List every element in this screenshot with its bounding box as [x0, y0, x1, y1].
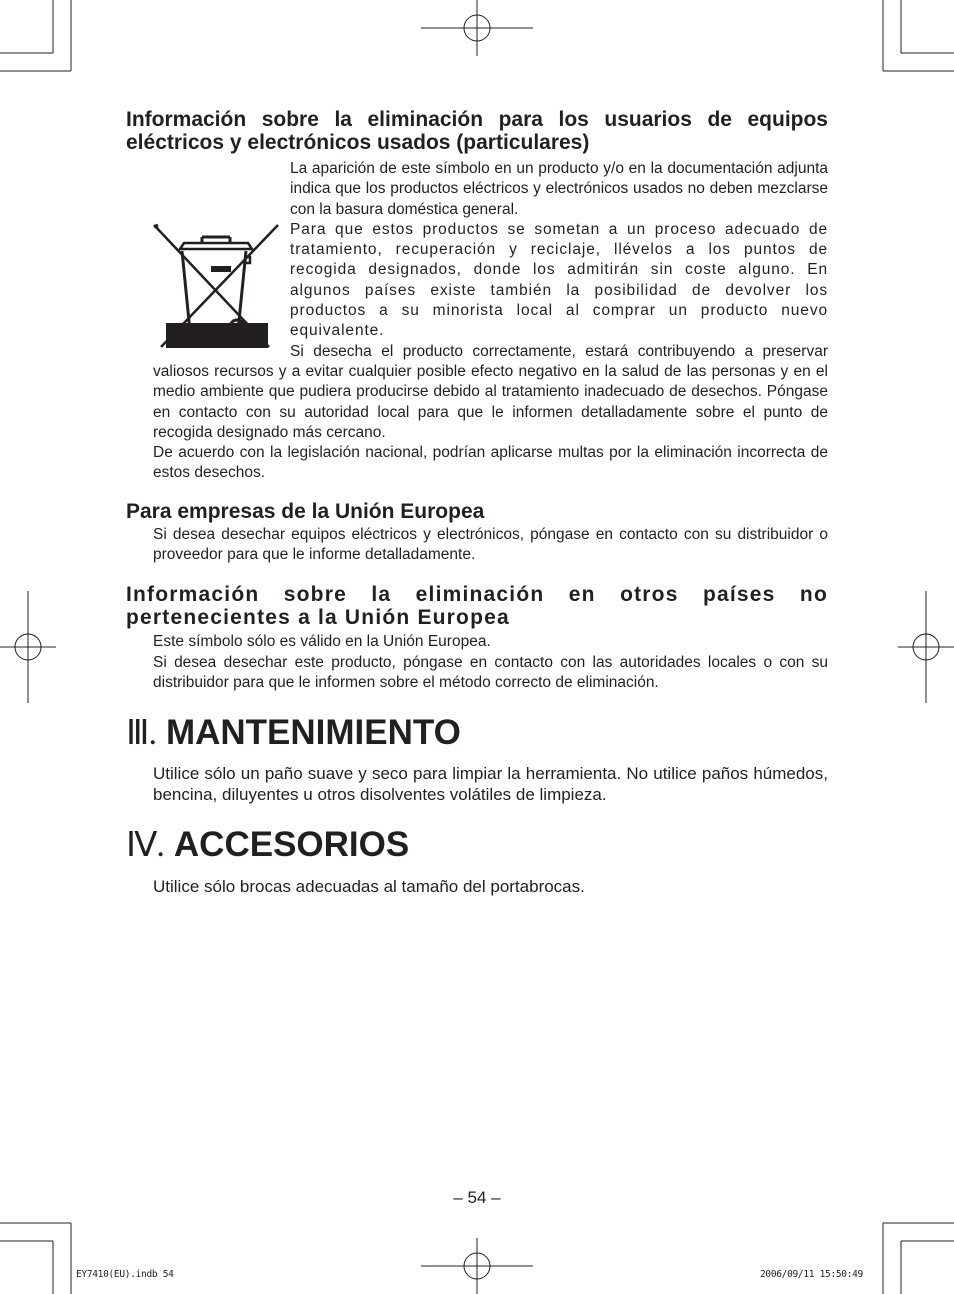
weee-text: [290, 159, 828, 342]
eu-business-paragraph: Si desea desechar equipos eléctricos y electrónicos, póngase en contacto con su distribuidor o proveedor para que le informe detalladamente.: [153, 525, 828, 564]
main-content: [126, 108, 828, 897]
accessories-number: Ⅳ.: [126, 827, 164, 865]
non-eu-heading: Información sobre la eliminación en otros países no pertenecientes a la Unión Europea: [126, 583, 828, 630]
eu-business-heading: Para empresas de la Unión Europea: [126, 499, 485, 523]
maintenance-paragraph: Utilice sólo un paño suave y seco para limpiar la herramienta. No utilice paños húmedos, bencina, diluyentes u otros disolventes volátiles de limpieza.: [153, 764, 828, 805]
weee-section: [126, 159, 828, 484]
footer-timestamp: 2006/09/11 15:50:49: [760, 1269, 863, 1280]
weee-paragraph-4: De acuerdo con la legislación nacional, podrían aplicarse multas por la eliminación incorrecta de estos desechos.: [153, 444, 828, 482]
accessories-paragraph: Utilice sólo brocas adecuadas al tamaño del portabrocas.: [153, 877, 585, 897]
maintenance-title: [126, 713, 828, 754]
accessories-title-text: ACCESORIOS: [173, 825, 410, 865]
maintenance-title-text: MANTENIMIENTO: [165, 713, 461, 753]
weee-paragraph-2: Para que estos productos se sometan a un proceso adecuado de tratamiento, recuperación y reciclaje, llévelos a los puntos de recogida designados, donde los admitirán sin coste alguno. En algunos países existe también la posibilidad de devolver los productos a su minorista local al comprar un producto nuevo equivalente.: [290, 220, 828, 340]
page-number: – 54 –: [453, 1188, 501, 1207]
crossed-out-wheelie-bin-icon: [126, 159, 290, 357]
accessories-title: [126, 825, 828, 866]
non-eu-paragraph-1: Este símbolo sólo es válido en la Unión Europea.: [153, 633, 491, 651]
footer-file-info: EY7410(EU).indb 54: [76, 1269, 174, 1280]
non-eu-paragraph-2: Si desea desechar este producto, póngase en contacto con las autoridades locales o con su distribuidor para que le informen sobre el método correcto de eliminación.: [153, 653, 828, 691]
maintenance-number: Ⅲ.: [126, 715, 156, 753]
weee-paragraph-1: La aparición de este símbolo en un producto y/o en la documentación adjunta indica que los productos eléctricos y electrónicos usados no deben mezclarse con la basura doméstica general.: [290, 160, 828, 218]
private-users-heading: Información sobre la eliminación para los usuarios de equipos eléctricos y electrónicos usados (particulares): [126, 108, 828, 154]
weee-paragraph-3: Si desecha el producto correctamente, estará contribuyendo a preservar valiosos recursos y a evitar cualquier posible efecto negativo en la salud de las personas y en el medio ambiente que pudiera producirse debido al tratamiento inadecuado de desechos. Póngase en contacto con su autoridad local para que le informen detalladamente sobre el punto de recogida designado más cercano.: [153, 342, 828, 441]
